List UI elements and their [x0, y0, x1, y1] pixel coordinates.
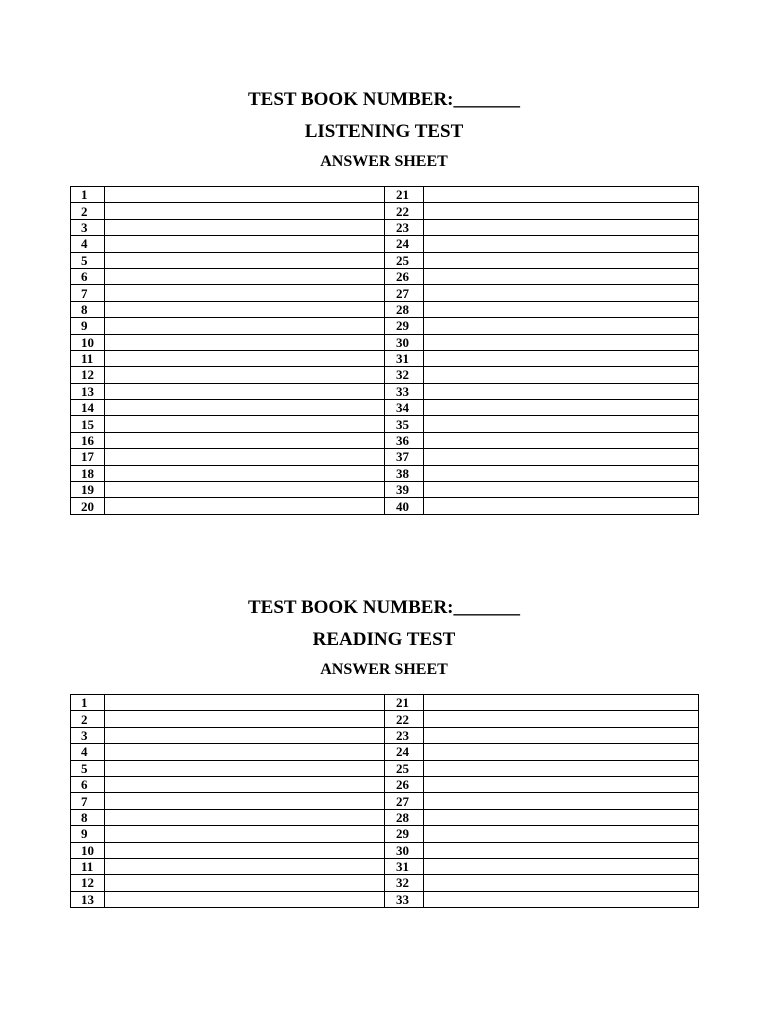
- answer-field[interactable]: [424, 498, 699, 514]
- listening-answer-row: [71, 482, 699, 498]
- answer-field[interactable]: [105, 268, 385, 284]
- listening-answer-row: [71, 367, 699, 383]
- reading-answer-row: [71, 826, 699, 842]
- question-number: 19: [71, 482, 105, 498]
- question-number: 30: [385, 842, 424, 858]
- answer-field[interactable]: [424, 383, 699, 399]
- listening-answer-row: [71, 449, 699, 465]
- answer-field[interactable]: [424, 236, 699, 252]
- question-number: 13: [71, 383, 105, 399]
- question-number: 5: [71, 760, 105, 776]
- question-number: 33: [385, 383, 424, 399]
- question-number: 27: [385, 793, 424, 809]
- answer-field[interactable]: [424, 744, 699, 760]
- question-number: 7: [71, 793, 105, 809]
- reading-answer-row: [71, 695, 699, 711]
- question-number: 24: [385, 236, 424, 252]
- answer-field[interactable]: [424, 875, 699, 891]
- answer-field[interactable]: [424, 826, 699, 842]
- listening-answer-row: [71, 432, 699, 448]
- reading-section: [0, 594, 768, 907]
- reading-answer-row: [71, 744, 699, 760]
- answer-field[interactable]: [424, 776, 699, 792]
- listening-answer-row: [71, 350, 699, 366]
- listening-answer-row: [71, 465, 699, 481]
- question-number: 6: [71, 776, 105, 792]
- answer-field[interactable]: [424, 842, 699, 858]
- question-number: 1: [71, 187, 105, 203]
- answer-field[interactable]: [424, 252, 699, 268]
- reading-book-number-label: TEST BOOK NUMBER:_______: [247, 597, 521, 618]
- listening-answer-row: [71, 219, 699, 235]
- reading-answer-row: [71, 793, 699, 809]
- answer-field[interactable]: [105, 350, 385, 366]
- question-number: 32: [385, 875, 424, 891]
- question-number: 9: [71, 318, 105, 334]
- answer-field[interactable]: [105, 498, 385, 514]
- answer-field[interactable]: [424, 367, 699, 383]
- answer-field[interactable]: [424, 416, 699, 432]
- answer-field[interactable]: [105, 858, 385, 874]
- answer-field[interactable]: [424, 432, 699, 448]
- answer-field[interactable]: [105, 727, 385, 743]
- answer-field[interactable]: [105, 367, 385, 383]
- answer-field[interactable]: [424, 301, 699, 317]
- question-number: 40: [385, 498, 424, 514]
- question-number: 25: [385, 252, 424, 268]
- question-number: 23: [385, 727, 424, 743]
- answer-field[interactable]: [424, 809, 699, 825]
- answer-field[interactable]: [424, 891, 699, 907]
- answer-field[interactable]: [105, 760, 385, 776]
- listening-answer-row: [71, 400, 699, 416]
- reading-answer-sheet-title: ANSWER SHEET: [320, 661, 448, 678]
- question-number: 15: [71, 416, 105, 432]
- answer-field[interactable]: [424, 187, 699, 203]
- answer-field[interactable]: [105, 695, 385, 711]
- question-number: 12: [71, 875, 105, 891]
- listening-answer-row: [71, 301, 699, 317]
- question-number: 13: [71, 891, 105, 907]
- answer-field[interactable]: [424, 318, 699, 334]
- answer-field[interactable]: [424, 400, 699, 416]
- listening-book-number-label: TEST BOOK NUMBER:_______: [247, 89, 521, 110]
- question-number: 29: [385, 318, 424, 334]
- reading-answer-row: [71, 776, 699, 792]
- answer-field[interactable]: [105, 285, 385, 301]
- question-number: 7: [71, 285, 105, 301]
- question-number: 3: [71, 219, 105, 235]
- answer-field[interactable]: [105, 875, 385, 891]
- answer-field[interactable]: [105, 187, 385, 203]
- question-number: 11: [71, 350, 105, 366]
- listening-answer-row: [71, 383, 699, 399]
- answer-field[interactable]: [105, 465, 385, 481]
- question-number: 26: [385, 268, 424, 284]
- listening-answer-row: [71, 268, 699, 284]
- answer-field[interactable]: [424, 858, 699, 874]
- question-number: 10: [71, 334, 105, 350]
- answer-field[interactable]: [105, 449, 385, 465]
- answer-field[interactable]: [105, 301, 385, 317]
- question-number: 2: [71, 711, 105, 727]
- answer-field[interactable]: [105, 334, 385, 350]
- answer-field[interactable]: [105, 383, 385, 399]
- question-number: 28: [385, 809, 424, 825]
- question-number: 4: [71, 236, 105, 252]
- question-number: 8: [71, 301, 105, 317]
- question-number: 30: [385, 334, 424, 350]
- question-number: 3: [71, 727, 105, 743]
- answer-field[interactable]: [105, 809, 385, 825]
- reading-answer-row: [71, 858, 699, 874]
- answer-field[interactable]: [424, 465, 699, 481]
- listening-answer-row: [71, 203, 699, 219]
- answer-field[interactable]: [424, 350, 699, 366]
- question-number: 10: [71, 842, 105, 858]
- listening-answer-row: [71, 252, 699, 268]
- answer-field[interactable]: [105, 482, 385, 498]
- question-number: 35: [385, 416, 424, 432]
- question-number: 5: [71, 252, 105, 268]
- listening-answer-row: [71, 285, 699, 301]
- question-number: 34: [385, 400, 424, 416]
- listening-answer-row: [71, 236, 699, 252]
- question-number: 9: [71, 826, 105, 842]
- question-number: 31: [385, 350, 424, 366]
- answer-field[interactable]: [424, 219, 699, 235]
- question-number: 4: [71, 744, 105, 760]
- answer-field[interactable]: [424, 285, 699, 301]
- answer-field[interactable]: [105, 432, 385, 448]
- question-number: 8: [71, 809, 105, 825]
- question-number: 39: [385, 482, 424, 498]
- listening-answer-row: [71, 498, 699, 514]
- listening-answer-table: [70, 186, 699, 515]
- answer-field[interactable]: [424, 203, 699, 219]
- question-number: 31: [385, 858, 424, 874]
- reading-answer-row: [71, 875, 699, 891]
- question-number: 21: [385, 187, 424, 203]
- question-number: 28: [385, 301, 424, 317]
- question-number: 18: [71, 465, 105, 481]
- answer-field[interactable]: [105, 711, 385, 727]
- reading-test-title: READING TEST: [312, 629, 456, 650]
- question-number: 1: [71, 695, 105, 711]
- listening-answer-row: [71, 416, 699, 432]
- question-number: 17: [71, 449, 105, 465]
- answer-field[interactable]: [105, 826, 385, 842]
- reading-answer-row: [71, 760, 699, 776]
- answer-field[interactable]: [105, 203, 385, 219]
- listening-answer-row: [71, 334, 699, 350]
- answer-field[interactable]: [105, 400, 385, 416]
- answer-field[interactable]: [424, 268, 699, 284]
- answer-field[interactable]: [105, 416, 385, 432]
- question-number: 6: [71, 268, 105, 284]
- question-number: 22: [385, 711, 424, 727]
- answer-field[interactable]: [424, 760, 699, 776]
- question-number: 37: [385, 449, 424, 465]
- listening-answer-row: [71, 318, 699, 334]
- question-number: 25: [385, 760, 424, 776]
- question-number: 36: [385, 432, 424, 448]
- question-number: 33: [385, 891, 424, 907]
- listening-answer-row: [71, 187, 699, 203]
- reading-answer-row: [71, 727, 699, 743]
- question-number: 38: [385, 465, 424, 481]
- answer-field[interactable]: [105, 252, 385, 268]
- answer-field[interactable]: [105, 318, 385, 334]
- answer-field[interactable]: [424, 449, 699, 465]
- answer-field[interactable]: [105, 891, 385, 907]
- question-number: 27: [385, 285, 424, 301]
- answer-field[interactable]: [424, 793, 699, 809]
- answer-field[interactable]: [105, 744, 385, 760]
- listening-section: [0, 86, 768, 514]
- reading-answer-table: [70, 694, 699, 908]
- question-number: 16: [71, 432, 105, 448]
- answer-field[interactable]: [105, 219, 385, 235]
- question-number: 21: [385, 695, 424, 711]
- question-number: 24: [385, 744, 424, 760]
- question-number: 2: [71, 203, 105, 219]
- answer-field[interactable]: [105, 842, 385, 858]
- question-number: 23: [385, 219, 424, 235]
- reading-answer-row: [71, 809, 699, 825]
- answer-field[interactable]: [424, 334, 699, 350]
- answer-field[interactable]: [424, 727, 699, 743]
- question-number: 20: [71, 498, 105, 514]
- reading-answer-row: [71, 891, 699, 907]
- answer-field[interactable]: [105, 236, 385, 252]
- question-number: 32: [385, 367, 424, 383]
- reading-answer-row: [71, 711, 699, 727]
- question-number: 22: [385, 203, 424, 219]
- answer-field[interactable]: [424, 711, 699, 727]
- answer-field[interactable]: [424, 482, 699, 498]
- question-number: 29: [385, 826, 424, 842]
- answer-field[interactable]: [105, 776, 385, 792]
- question-number: 14: [71, 400, 105, 416]
- answer-field[interactable]: [105, 793, 385, 809]
- question-number: 26: [385, 776, 424, 792]
- answer-field[interactable]: [424, 695, 699, 711]
- listening-test-title: LISTENING TEST: [304, 121, 464, 142]
- question-number: 12: [71, 367, 105, 383]
- reading-answer-row: [71, 842, 699, 858]
- listening-answer-sheet-title: ANSWER SHEET: [320, 153, 448, 170]
- question-number: 11: [71, 858, 105, 874]
